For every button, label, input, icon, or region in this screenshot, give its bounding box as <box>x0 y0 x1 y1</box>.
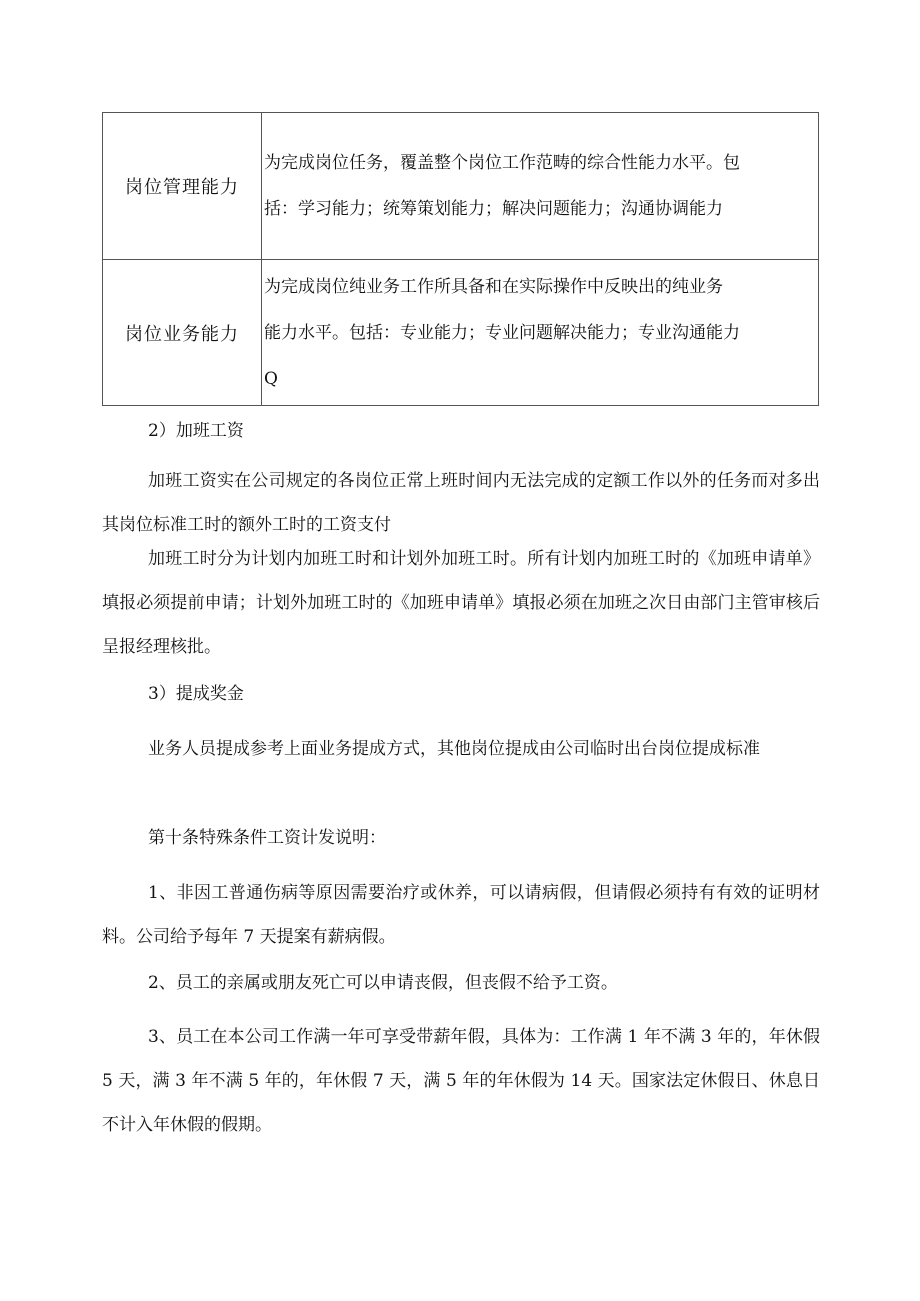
desc-line: 括：学习能力；统筹策划能力；解决问题能力；沟通协调能力 <box>264 199 723 219</box>
overtime-heading: 2）加班工资 <box>148 421 244 441</box>
overtime-paragraph-2: 加班工时分为计划内加班工时和计划外加班工时。所有计划内加班工时的《加班申请单》填报必须提前申请；计划外加班工时的《加班申请单》填报必须在加班之次日由部门主管审核后呈报经理核批。 <box>102 549 820 657</box>
desc-line: 为完成岗位纯业务工作所具备和在实际操作中反映出的纯业务 <box>264 276 723 297</box>
ability-description <box>262 260 819 406</box>
ability-table <box>102 112 819 406</box>
article-10-item-1: 1、非因工普通伤病等原因需要治疗或休养，可以请病假，但请假必须持有有效的证明材料。公司给予每年 7 天提案有薪病假。 <box>102 883 820 947</box>
overtime-paragraph-1: 加班工资实在公司规定的各岗位正常上班时间内无法完成的定额工作以外的任务而对多出其岗位标准工时的额外工时的工资支付 <box>102 471 820 535</box>
desc-line: Q <box>264 368 278 389</box>
bonus-heading: 3）提成奖金 <box>148 684 244 704</box>
ability-description <box>262 113 819 260</box>
article-10-title: 第十条特殊条件工资计发说明： <box>148 828 386 848</box>
article-10-item-2: 2、员工的亲属或朋友死亡可以申请丧假，但丧假不给予工资。 <box>148 973 618 993</box>
ability-name: 岗位业务能力 <box>103 260 262 406</box>
bonus-paragraph: 业务人员提成参考上面业务提成方式，其他岗位提成由公司临时出台岗位提成标准 <box>148 739 760 759</box>
table-row <box>103 260 819 406</box>
desc-line: 为完成岗位任务，覆盖整个岗位工作范畴的综合性能力水平。包 <box>264 153 740 173</box>
desc-line: 能力水平。包括：专业能力；专业问题解决能力；专业沟通能力 <box>264 322 740 343</box>
ability-name: 岗位管理能力 <box>103 113 262 260</box>
article-10-item-3: 3、员工在本公司工作满一年可享受带薪年假，具体为：工作满 1 年不满 3 年的，年休假 5 天，满 3 年不满 5 年的，年休假 7 天，满 5 年的年休假为 14 天。国家法定休假日、休息日不计入年休假的假期。 <box>102 1027 820 1135</box>
table-row <box>103 113 819 260</box>
